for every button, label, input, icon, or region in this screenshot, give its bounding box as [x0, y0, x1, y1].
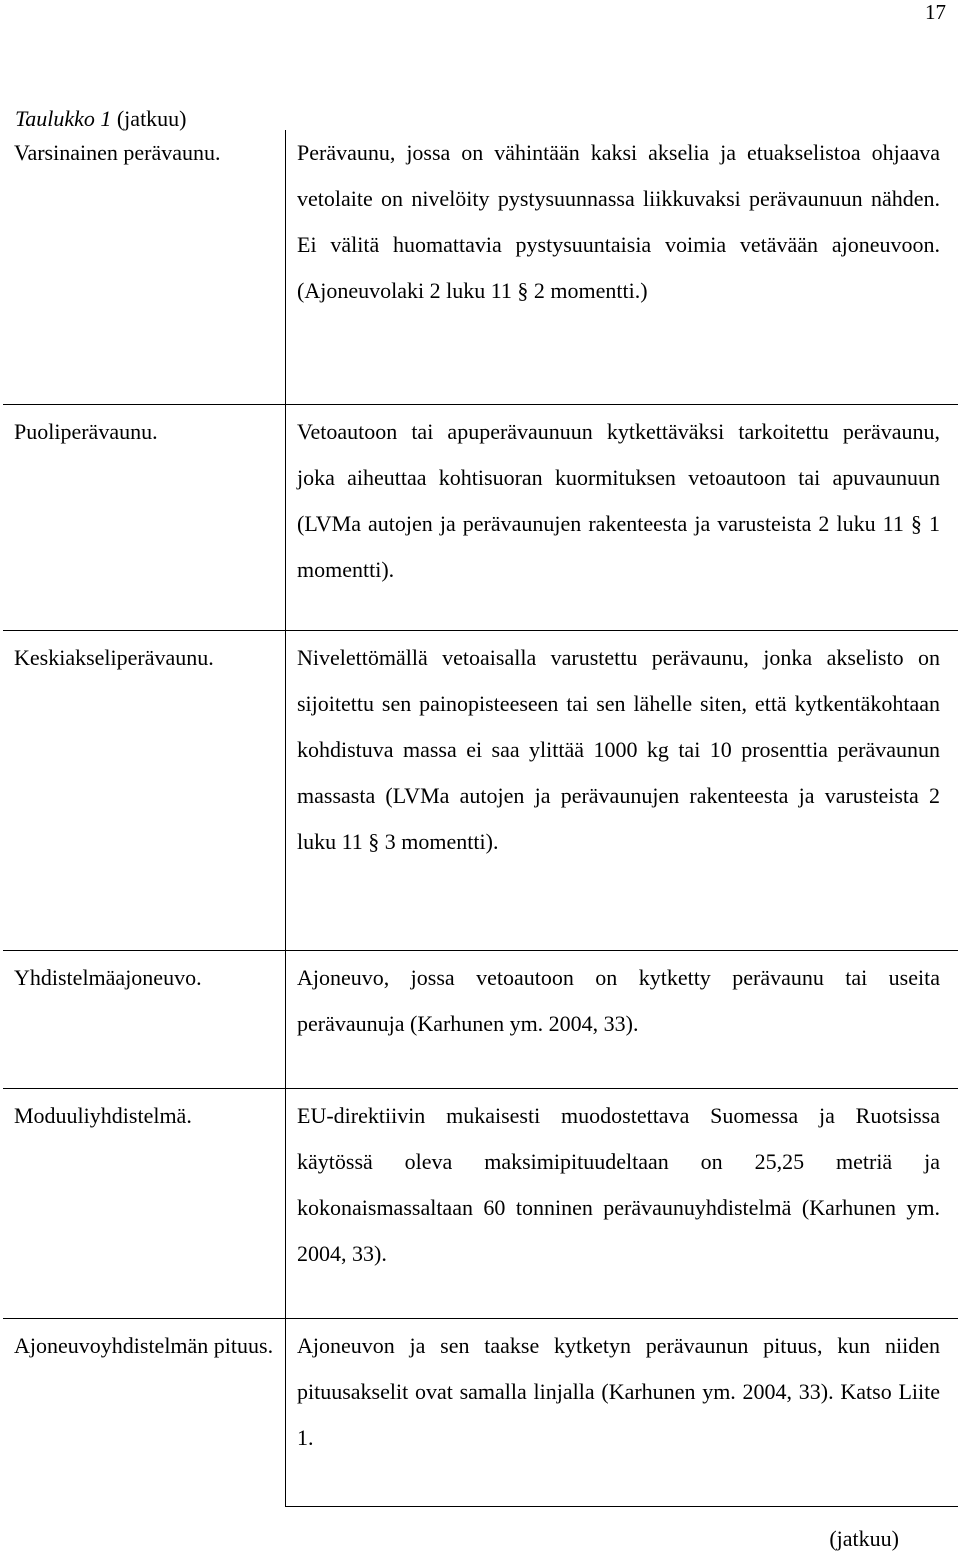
table-caption-suffix: (jatkuu): [116, 106, 187, 131]
table-row: [3, 950, 958, 1088]
definition-text: EU-direktiivin mukaisesti muodostettava Suomessa ja Ruotsissa käytössä oleva maksimipituudeltaan on 25,25 metriä ja kokonaismassaltaan 60 tonninen perävaunuyhdistelmä (Karhunen ym. 2004, 33).: [297, 1102, 940, 1266]
term-text: Keskiakseliperävaunu.: [14, 644, 214, 670]
term-cell: [3, 1088, 286, 1318]
term-cell: [3, 130, 286, 404]
definition-cell: [286, 404, 959, 630]
term-cell: [3, 630, 286, 950]
definition-text: Perävaunu, jossa on vähintään kaksi akselia ja etuakselistoa ohjaava vetolaite on nivelöity pystysuunnassa liikkuvaksi perävaunuun nähden. Ei välitä huomattavia pystysuuntaisia voimia vetävään ajoneuvoon. (Ajoneuvolaki 2 luku 11 § 2 momentti.): [297, 140, 940, 303]
table-row: [3, 1318, 958, 1506]
continued-note: (jatkuu): [829, 1526, 899, 1551]
definition-cell: [286, 1318, 959, 1506]
table-row: [3, 1088, 958, 1318]
term-text: Yhdistelmäajoneuvo.: [14, 964, 202, 990]
table-row: [3, 630, 958, 950]
term-text: Ajoneuvoyhdistelmän pituus.: [14, 1332, 274, 1358]
definition-text: Ajoneuvo, jossa vetoautoon on kytketty perävaunu tai useita perävaunuja (Karhunen ym. 2004, 33).: [297, 964, 940, 1036]
definition-cell: [286, 630, 959, 950]
definitions-table: [3, 130, 958, 1507]
term-text: Varsinainen perävaunu.: [14, 140, 221, 165]
definition-cell: [286, 1088, 959, 1318]
term-text: Moduuliyhdistelmä.: [14, 1102, 192, 1128]
table-row: [3, 404, 958, 630]
term-cell: [3, 404, 286, 630]
table-caption: [15, 106, 187, 132]
definition-cell: [286, 130, 959, 404]
term-text: Puoliperävaunu.: [14, 418, 158, 444]
definition-cell: [286, 950, 959, 1088]
table-row: [3, 130, 958, 404]
page-number: 17: [925, 0, 946, 24]
term-cell: [3, 1318, 286, 1506]
table-caption-label: Taulukko 1: [15, 106, 112, 131]
term-cell: [3, 950, 286, 1088]
definition-text: Nivelettömällä vetoaisalla varustettu perävaunu, jonka akselisto on sijoitettu sen painopisteeseen tai sen lähelle siten, että kytkentäkohtaan kohdistuva massa ei saa ylittää 1000 kg tai 10 prosenttia perävaunun massasta (LVMa autojen ja perävaunujen rakenteesta ja varusteista 2 luku 11 § 3 momentti).: [297, 644, 940, 854]
definition-text: Ajoneuvon ja sen taakse kytketyn perävaunun pituus, kun niiden pituusakselit ovat samalla linjalla (Karhunen ym. 2004, 33). Katso Liite 1.: [297, 1332, 940, 1450]
definition-text: Vetoautoon tai apuperävaunuun kytkettäväksi tarkoitettu perävaunu, joka aiheuttaa kohtisuoran kuormituksen vetoautoon tai apuvaunuun (LVMa autojen ja perävaunujen rakenteesta ja varusteista 2 luku 11 § 1 momentti).: [297, 418, 940, 582]
